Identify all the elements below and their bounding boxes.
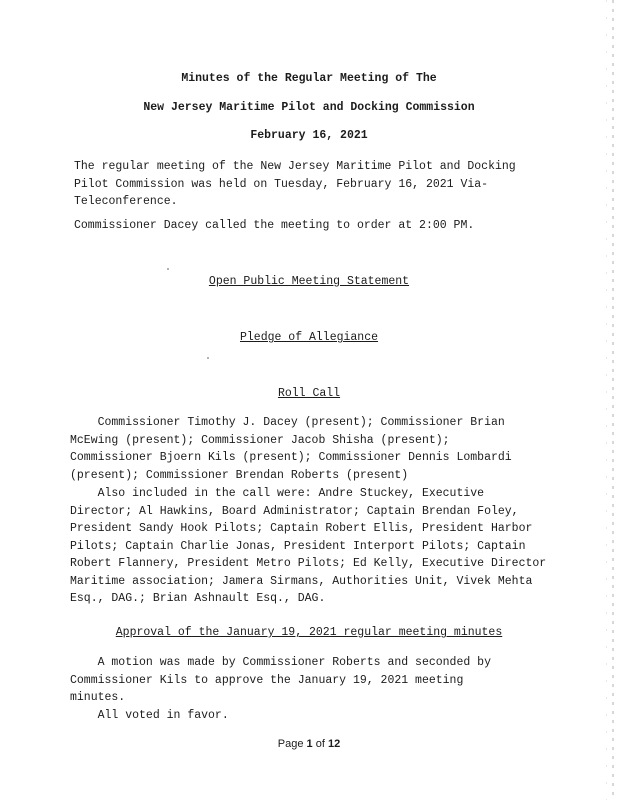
also-included-line: Pilots; Captain Charlie Jonas, President Interport Pilots; Captain xyxy=(70,539,526,553)
heading-roll-call: Roll Call xyxy=(277,387,341,400)
scan-speck xyxy=(207,357,209,359)
also-included-line: Robert Flannery, President Metro Pilots; Ed Kelly, Executive Director xyxy=(70,557,547,570)
approval-line: All voted in favor. xyxy=(70,708,229,722)
footer-of-word: of xyxy=(315,738,325,750)
doc-title-date: February 16, 2021 xyxy=(250,129,368,142)
approval-paragraph xyxy=(70,654,491,724)
also-included-line: Director; Al Hawkins, Board Administrator; Captain Brendan Foley, xyxy=(70,504,519,518)
intro-paragraph xyxy=(74,158,516,211)
scan-edge-artifact-2 xyxy=(606,0,607,800)
heading-open-public-meeting: Open Public Meeting Statement xyxy=(208,275,410,288)
also-included-line: Maritime association; Jamera Sirmans, Authorities Unit, Vivek Mehta xyxy=(70,574,533,588)
intro-line: Teleconference. xyxy=(74,195,178,208)
heading-approval-minutes: Approval of the January 19, 2021 regular meeting minutes xyxy=(115,626,503,639)
footer-page-word: Page xyxy=(277,738,304,750)
scan-speck xyxy=(167,268,169,270)
also-included-line: President Sandy Hook Pilots; Captain Robert Ellis, President Harbor xyxy=(70,522,533,535)
roll-call-line: McEwing (present); Commissioner Jacob Shisha (present); xyxy=(70,433,450,447)
scan-edge-artifact xyxy=(612,0,614,800)
roll-call-paragraph xyxy=(70,414,512,484)
approval-line: Commissioner Kils to approve the January 19, 2021 meeting xyxy=(70,673,464,687)
heading-pledge: Pledge of Allegiance xyxy=(239,331,379,344)
doc-title-line2: New Jersey Maritime Pilot and Docking Commission xyxy=(143,101,475,114)
footer-total-pages: 12 xyxy=(327,738,341,750)
approval-line: minutes. xyxy=(70,691,126,704)
also-included-line: Also included in the call were: Andre Stuckey, Executive xyxy=(70,487,485,500)
footer-current-page: 1 xyxy=(306,738,313,750)
approval-line: A motion was made by Commissioner Roberts and seconded by xyxy=(70,656,491,669)
call-to-order: Commissioner Dacey called the meeting to order at 2:00 PM. xyxy=(74,219,475,232)
also-included-paragraph xyxy=(70,485,546,608)
page-number-footer xyxy=(0,738,618,750)
intro-line: The regular meeting of the New Jersey Maritime Pilot and Docking xyxy=(74,160,516,173)
roll-call-line: (present); Commissioner Brendan Roberts (present) xyxy=(70,468,409,482)
doc-title-line1: Minutes of the Regular Meeting of The xyxy=(181,72,437,85)
roll-call-line: Commissioner Timothy J. Dacey (present); Commissioner Brian xyxy=(70,416,505,429)
also-included-line: Esq., DAG.; Brian Ashnault Esq., DAG. xyxy=(70,592,326,605)
intro-line: Pilot Commission was held on Tuesday, February 16, 2021 Via- xyxy=(74,177,489,191)
roll-call-line: Commissioner Bjoern Kils (present); Commissioner Dennis Lombardi xyxy=(70,451,512,464)
